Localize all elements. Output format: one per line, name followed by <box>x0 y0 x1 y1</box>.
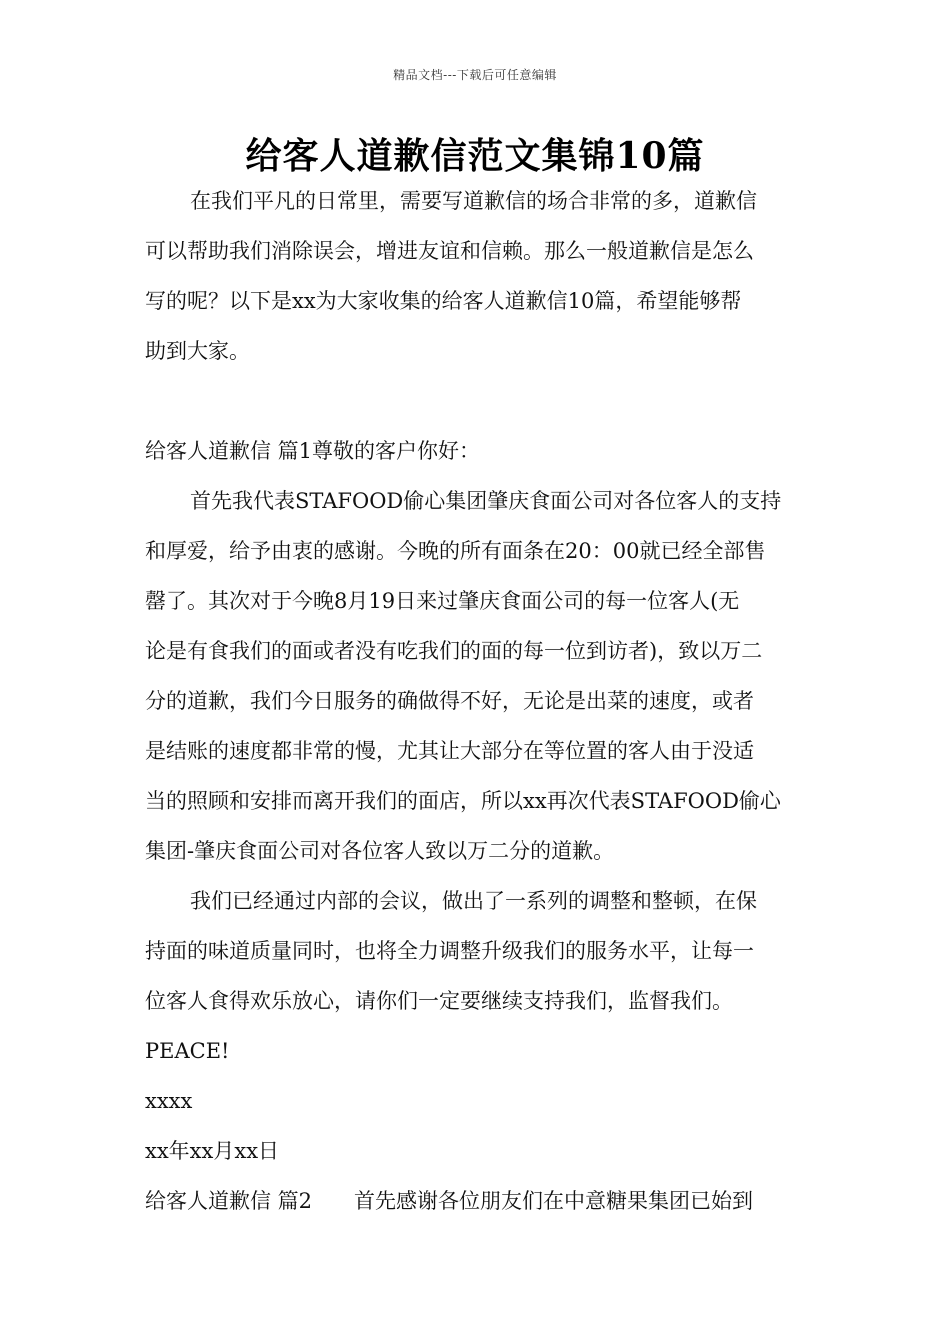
letter-2-heading: 给客人道歉信 篇2 首先感谢各位朋友们在中意糖果集团已始到 <box>145 1189 754 1213</box>
letter-1-line-4: 论是有食我们的面或者没有吃我们的面的每一位到访者)，致以万二 <box>145 639 763 663</box>
letter-1-para2-line-3: 位客人食得欢乐放心，请你们一定要继续支持我们，监督我们。 <box>145 989 733 1013</box>
header-note: 精品文档---下载后可任意编辑 <box>393 68 557 82</box>
letter-1-line-6: 是结账的速度都非常的慢，尤其让大部分在等位置的客人由于没适 <box>145 739 754 763</box>
letter-1-para2-line-1: 我们已经通过内部的会议，做出了一系列的调整和整顿，在保 <box>190 889 757 913</box>
letter-1-date: xx年xx月xx日 <box>145 1139 280 1163</box>
intro-line-1: 在我们平凡的日常里，需要写道歉信的场合非常的多，道歉信 <box>190 189 757 213</box>
letter-1-signature: xxxx <box>145 1089 193 1113</box>
letter-1-line-7: 当的照顾和安排而离开我们的面店，所以xx再次代表STAFOOD偷心 <box>145 789 781 813</box>
letter-1-line-2: 和厚爱，给予由衷的感谢。今晚的所有面条在20：00就已经全部售 <box>145 539 766 563</box>
letter-1-line-1: 首先我代表STAFOOD偷心集团肇庆食面公司对各位客人的支持 <box>190 489 782 513</box>
intro-line-4: 助到大家。 <box>145 339 250 363</box>
letter-1-closing: PEACE! <box>145 1039 230 1063</box>
letter-1-line-3: 罄了。其次对于今晚8月19日来过肇庆食面公司的每一位客人(无 <box>145 589 740 613</box>
letter-1-line-8: 集团-肇庆食面公司对各位客人致以万二分的道歉。 <box>145 839 615 863</box>
letter-1-line-5: 分的道歉，我们今日服务的确做得不好，无论是出菜的速度，或者 <box>145 689 754 713</box>
letter-1-para2-line-2: 持面的味道质量同时，也将全力调整升级我们的服务水平，让每一 <box>145 939 754 963</box>
document-title: 给客人道歉信范文集锦10篇 <box>245 135 705 177</box>
intro-line-3: 写的呢？以下是xx为大家收集的给客人道歉信10篇，希望能够帮 <box>145 289 742 313</box>
letter-1-heading: 给客人道歉信 篇1尊敬的客户你好： <box>145 439 481 463</box>
intro-line-2: 可以帮助我们消除误会，增进友谊和信赖。那么一般道歉信是怎么 <box>145 239 754 263</box>
